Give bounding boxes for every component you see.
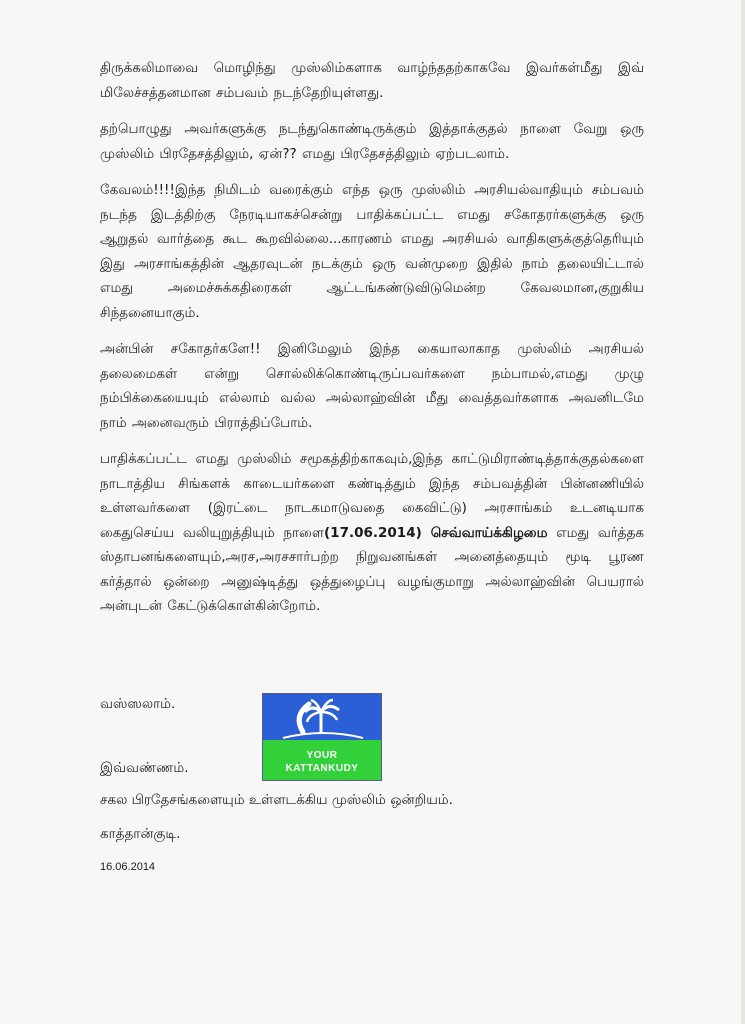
organization-name: சகல பிரதேசங்களையும் உள்ளடக்கிய முஸ்லிம் ஒன்றியம். bbox=[100, 792, 453, 808]
your-kattankudy-logo bbox=[262, 693, 382, 781]
paragraph-2: தற்பொழுது அவர்களுக்கு நடந்துகொண்டிருக்கும் இத்தாக்குதல் நாளை வேறு ஒரு முஸ்லிம் பிரதேசத்திலும், ஏன்?? எமது பிரதேசத்திலும் ஏற்படலாம். bbox=[100, 121, 644, 162]
place-name: காத்தான்குடி. bbox=[100, 826, 181, 842]
paragraph-5-part-2: எமது வர்த்தக ஸ்தாபனங்களையும்,அரச,அரசசார்பற்ற நிறுவனங்கள் அனைத்தையும் மூடி பூரண கர்த்தால் ஒன்றை அனுஷ்டித்து ஒத்துழைப்பு வழங்குமாறு அல்லாஹ்வின் பெயரால் அன்புடன் கேட்டுக்கொள்கின்றோம். bbox=[100, 524, 645, 614]
page-edge bbox=[741, 0, 745, 1024]
greeting: வஸ்ஸலாம். bbox=[100, 696, 176, 712]
strike-date: (17.06.2014) செவ்வாய்க்கிழமை bbox=[324, 524, 548, 541]
regards: இவ்வண்ணம். bbox=[100, 760, 189, 776]
document-date: 16.06.2014 bbox=[100, 861, 156, 873]
paragraph-5 bbox=[100, 447, 644, 619]
paragraph-4: அன்பின் சகோதர்களே!! இனிமேலும் இந்த கையாலாகாத முஸ்லிம் அரசியல் தலைமைகள் என்று சொல்லிக்கொண்டிருப்பவர்களை நம்பாமல்,எமது முழு நம்பிக்கையையும் எல்லாம் வல்ல அல்லாஹ்வின் மீது வைத்தவர்களாக அவனிடமே நாம் அனைவரும் பிராத்திப்போம். bbox=[100, 341, 644, 431]
paragraph-1: திருக்கலிமாவை மொழிந்து முஸ்லிம்களாக வாழ்ந்ததற்காகவே இவர்கள்மீது இவ் மிலேச்சத்தனமான சம்பவம் நடந்தேறியுள்ளது. bbox=[100, 60, 644, 101]
paragraph-3: கேவலம்!!!!இந்த நிமிடம் வரைக்கும் எந்த ஒரு முஸ்லிம் அரசியல்வாதியும் சம்பவம் நடந்த இடத்திற்கு நேரடியாகச்சென்று பாதிக்கப்பட்ட எமது சகோதரர்களுக்கு ஒரு ஆறுதல் வார்த்தை கூட கூறவில்லை...காரணம் எமது அரசியல் வாதிகளுக்குத்தெரியும் இது அரசாங்கத்தின் ஆதரவுடன் நடக்கும் ஒரு வன்முறை இதில் நாம் தலையிட்டால் எமது அமைச்சுக்கதிரைகள் ஆட்டங்கண்டுவிடுமென்ற கேவலமான,குறுகிய சிந்தனையாகும். bbox=[100, 182, 644, 321]
logo-text-line-2: KATTANKUDY bbox=[285, 763, 359, 774]
logo-text-line-1: YOUR bbox=[306, 750, 338, 761]
letter-body bbox=[100, 56, 644, 631]
paragraph-5-part-1: பாதிக்கப்பட்ட எமது முஸ்லிம் சமூகத்திற்காகவும்,இந்த காட்டுமிராண்டித்தாக்குதல்களை நாடாத்திய சிங்களக் காடையர்களை கண்டித்தும் இந்த சம்பவத்தின் பின்னணியில் உள்ளவர்களை (இரட்டை நாடகமாடுவதை கைவிட்டு) அரசாங்கம் உடனடியாக கைதுசெய்ய வலியுறுத்தியும் நாளை bbox=[100, 451, 644, 541]
